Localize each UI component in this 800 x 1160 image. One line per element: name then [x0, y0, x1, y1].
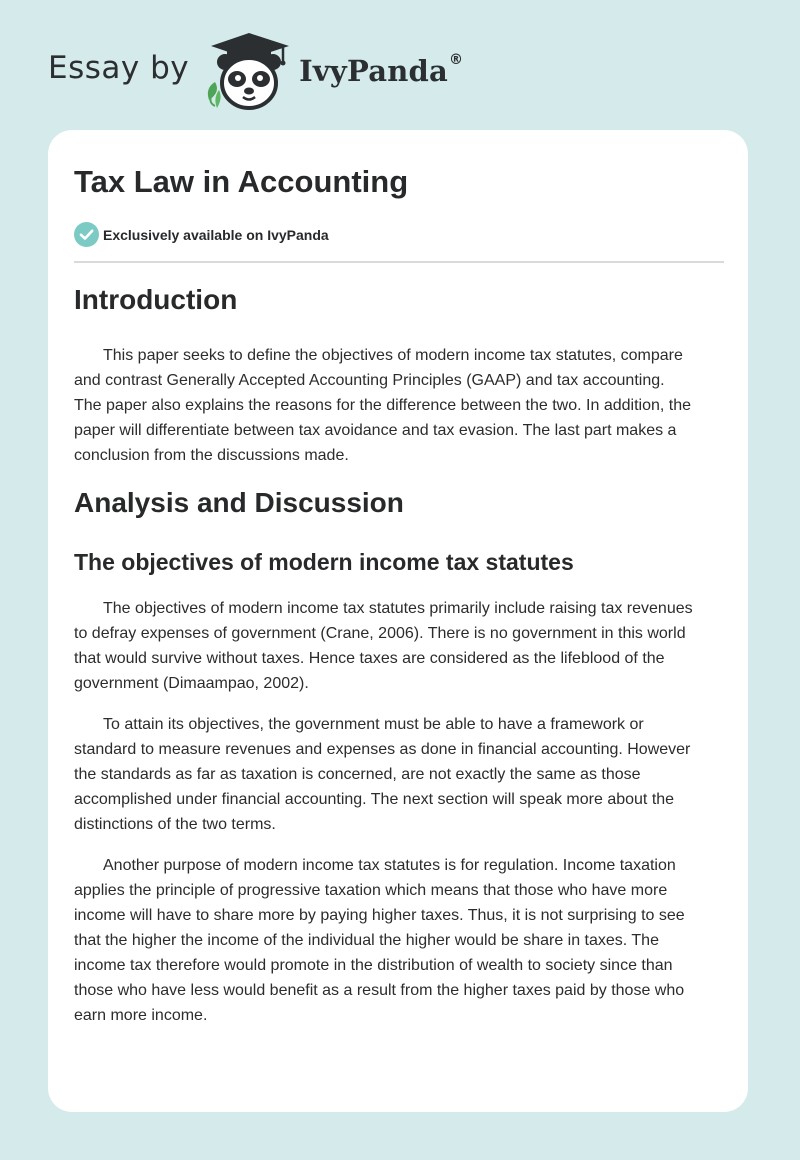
registered-mark: ®	[448, 52, 464, 68]
paragraph-line: conclusion from the discussions made.	[74, 447, 349, 464]
paragraph-line: applies the principle of progressive taxation which means that those who have more	[74, 882, 668, 899]
essay-by-label: Essay by	[48, 50, 190, 86]
check-circle-icon	[74, 222, 99, 247]
subsection-heading-objectives: The objectives of modern income tax statutes	[74, 549, 574, 575]
paragraph-line: To attain its objectives, the government must be able to have a framework or	[103, 716, 644, 733]
paragraph-line: The paper also explains the reasons for the difference between the two. In addition, the	[74, 397, 691, 414]
paragraph-line: paper will differentiate between tax avoidance and tax evasion. The last part makes a	[74, 422, 677, 439]
paragraph-line: those who have less would benefit as a result from the higher taxes paid by those who	[74, 982, 685, 999]
paragraph-line: Another purpose of modern income tax statutes is for regulation. Income taxation	[103, 857, 676, 874]
paragraph-line: This paper seeks to define the objectives of modern income tax statutes, compare	[103, 347, 683, 364]
exclusive-badge-text: Exclusively available on IvyPanda	[103, 226, 329, 243]
paragraph	[74, 596, 724, 696]
paragraph-line: that would survive without taxes. Hence taxes are considered as the lifeblood of the	[74, 650, 665, 667]
paragraph-line: government (Dimaampao, 2002).	[74, 675, 309, 692]
paragraph	[74, 853, 724, 1028]
exclusive-badge	[74, 222, 329, 247]
paragraph-line: and contrast Generally Accepted Accounting Principles (GAAP) and tax accounting.	[74, 372, 665, 389]
paragraph-line: The objectives of modern income tax statutes primarily include raising tax revenues	[103, 600, 693, 617]
paragraph-line: income tax therefore would promote in the distribution of wealth to society since than	[74, 957, 673, 974]
site-header	[48, 32, 463, 112]
paragraph-line: distinctions of the two terms.	[74, 816, 276, 833]
ivypanda-logo-icon	[203, 32, 295, 112]
paragraph-line: earn more income.	[74, 1007, 208, 1024]
paragraph-line: the standards as far as taxation is concerned, are not exactly the same as those	[74, 766, 641, 783]
paragraph-line: standard to measure revenues and expenses as done in financial accounting. However	[74, 741, 691, 758]
paragraph-line: accomplished under financial accounting. The next section will speak more about the	[74, 791, 675, 808]
paragraph-line: that the higher the income of the individual the higher would be share in taxes. The	[74, 932, 659, 949]
paragraph-line: to defray expenses of government (Crane, 2006). There is no government in this world	[74, 625, 686, 642]
section-heading-introduction: Introduction	[74, 284, 238, 315]
paragraph-line: income will have to share more by paying higher taxes. Thus, it is not surprising to see	[74, 907, 685, 924]
brand-name-text: IvyPanda	[299, 54, 448, 88]
paragraph	[74, 343, 724, 468]
essay-card	[48, 130, 748, 1112]
paragraph	[74, 712, 724, 837]
title-divider	[74, 261, 724, 263]
section-heading-analysis: Analysis and Discussion	[74, 487, 404, 518]
page-title: Tax Law in Accounting	[74, 164, 409, 199]
brand-name	[299, 54, 463, 88]
